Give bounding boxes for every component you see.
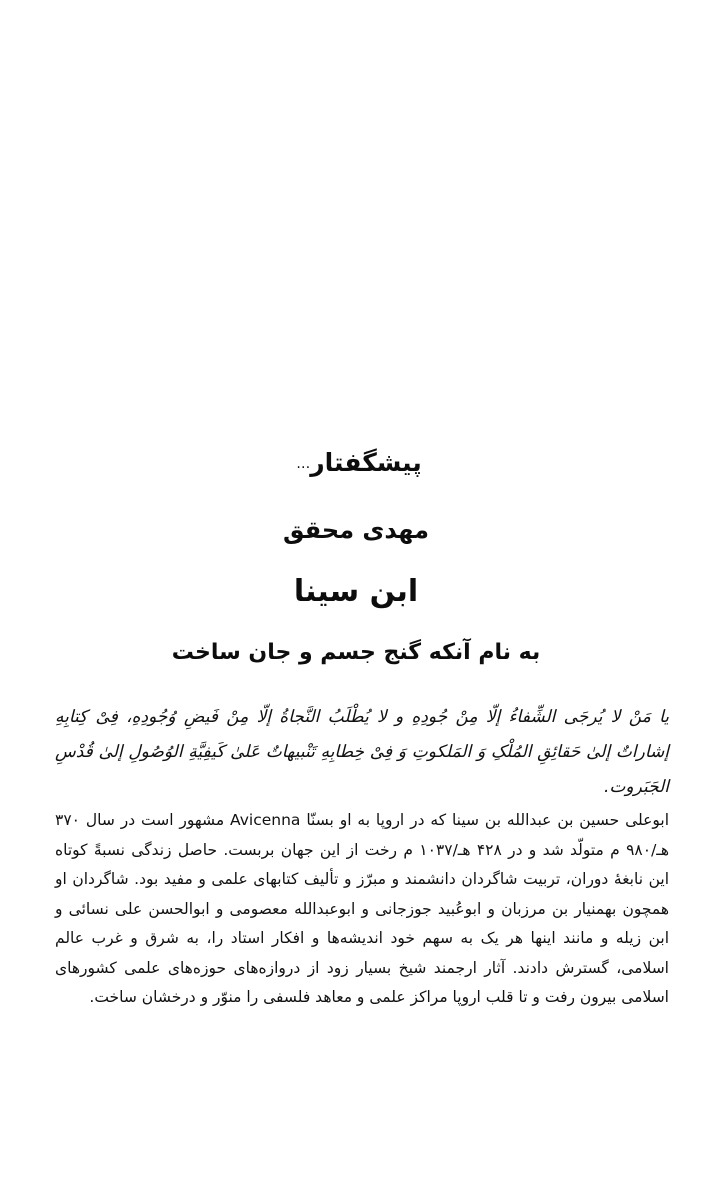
subject-title: ابن سینا bbox=[293, 574, 419, 609]
body-paragraph: ابوعلی حسین بن عبدالله بن سینا که در اروپا به او بسنّا Avicenna مشهور است در سال ۳۷۰ هـ/۹۸۰ م متولّد شد و در ۴۲۸ هـ/۱۰۳۷ م رخت از این جهان بربست. حاصل زندگی نسبةً کوتاه این نابغهٔ دوران، تربیت شاگردان دانشمند و مبرّز و تألیف کتابهای علمی و مفید بود. شاگردان او همچون بهمنیار بن مرزبان و ابوعُبید جوزجانی و ابوعبدالله معصومی و ابوالحسن علی نسائی و ابن زیله و مانند اینها هر یک به سهم خود اندیشه‌ها و افکار استاد را، به شرق و غرب عالم اسلامی، گسترش دادند. آثار ارجمند شیخ بسیار زود از دروازه‌های حوزه‌های علمی کشورهای اسلامی بیرون رفت و تا قلب اروپا مراکز علمی و معاهد فلسفی را منوّر و درخشان ساخت. bbox=[55, 811, 670, 1006]
preface-title bbox=[0, 448, 712, 477]
arabic-prayer-paragraph: یا مَنْ لا یُرجَی الشِّفاءُ إلّا مِنْ جُودِهِ و لا یُطْلَبُ النَّجاةُ إلّا مِنْ فَیضِ وُجُودِهِ، فِیْ کِتابِهِ إشاراتٌ إلیٰ حَقائِقِ المُلْکِ وَ المَلکوتِ وَ فِیْ خِطابِهِ تَنْبیهاتٌ عَلیٰ کَیفِیَّةِ الوُصُولِ إلیٰ قُدْسِ الجَبَروت. bbox=[55, 707, 669, 797]
footnote-mark: … bbox=[296, 456, 311, 472]
invocation-line: به نام آنکه گنج جسم و جان ساخت bbox=[171, 640, 541, 665]
preface-title-text: پیشگفتار bbox=[310, 448, 422, 477]
author-name: مهدی محقق bbox=[283, 516, 429, 544]
